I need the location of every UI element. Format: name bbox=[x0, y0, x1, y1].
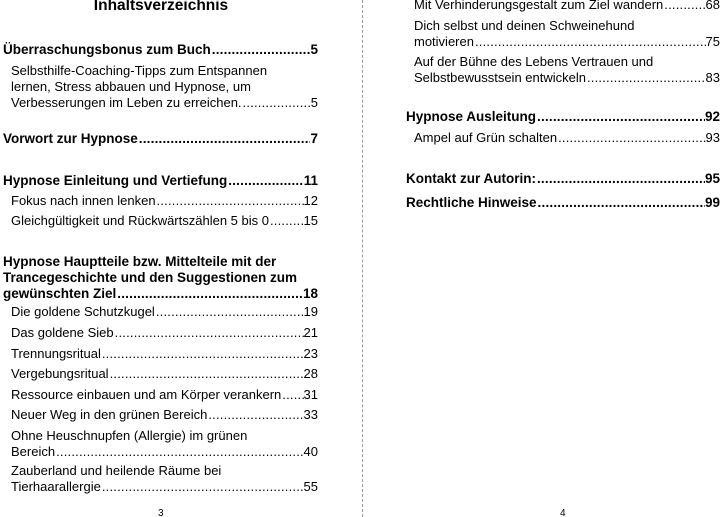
toc-entry-line bbox=[11, 479, 318, 495]
dot-leader bbox=[663, 0, 705, 13]
toc-page-number: 18 bbox=[302, 286, 318, 301]
dot-leader bbox=[101, 346, 304, 362]
toc-entry-line bbox=[414, 0, 720, 13]
toc-entry-line bbox=[406, 195, 720, 211]
toc-entry-text: Trancegeschichte und den Suggestionen zum bbox=[3, 270, 298, 285]
toc-entry-text: Hypnose Ausleitung bbox=[406, 109, 537, 124]
toc-entry bbox=[3, 173, 318, 189]
right-page-number: 4 bbox=[560, 508, 566, 517]
dot-leader bbox=[138, 131, 311, 147]
toc-entry-text: Vergebungsritual bbox=[11, 366, 109, 381]
toc-entry bbox=[3, 131, 318, 147]
toc-entry-text: Das goldene Sieb bbox=[11, 325, 114, 340]
toc-entry bbox=[11, 325, 318, 341]
toc-entry-text: Die goldene Schutzkugel bbox=[11, 304, 155, 319]
toc-page-number: 23 bbox=[303, 346, 318, 361]
toc-entry-line bbox=[3, 42, 318, 58]
toc-entry bbox=[11, 346, 318, 362]
toc-entry bbox=[3, 42, 318, 58]
right-page bbox=[367, 0, 720, 517]
toc-entry-text: Tierhaarallergie bbox=[11, 479, 101, 494]
toc-entry bbox=[406, 109, 720, 125]
toc-entry-line bbox=[11, 444, 318, 460]
toc-entry bbox=[406, 171, 720, 187]
toc-entry-line bbox=[3, 286, 318, 302]
toc-entry-line bbox=[414, 34, 720, 50]
toc-entry bbox=[414, 0, 720, 13]
toc-entry-text: Bereich bbox=[11, 444, 56, 459]
toc-entry-text: Mit Verhinderungsgestalt zum Ziel wandern bbox=[414, 0, 664, 12]
toc-entry bbox=[414, 18, 720, 50]
toc-entry bbox=[414, 54, 720, 86]
page-divider bbox=[362, 0, 363, 517]
toc-entry-text: Gleichgültigkeit und Rückwärtszählen 5 bis 0 bbox=[11, 213, 269, 228]
toc-page-number: 75 bbox=[705, 34, 720, 49]
dot-leader bbox=[114, 325, 304, 341]
toc-entry bbox=[414, 130, 720, 146]
toc-entry bbox=[406, 195, 720, 211]
dot-leader bbox=[536, 109, 705, 125]
toc-entry bbox=[11, 213, 318, 229]
toc-entry-text: Ressource einbauen und am Körper verankern bbox=[11, 387, 282, 402]
toc-entry-text: motivieren bbox=[414, 34, 474, 49]
toc-entry bbox=[11, 387, 318, 403]
toc-page-number: 40 bbox=[303, 444, 318, 459]
toc-page-number: 31 bbox=[303, 387, 318, 402]
left-page-number: 3 bbox=[158, 508, 164, 517]
dot-leader bbox=[55, 444, 303, 460]
toc-page-number: 92 bbox=[704, 109, 720, 124]
toc-page-number: 15 bbox=[303, 213, 318, 228]
toc-entry bbox=[11, 428, 318, 460]
toc-entry-text: Fokus nach innen lenken bbox=[11, 193, 156, 208]
toc-page-number: 21 bbox=[303, 325, 318, 340]
toc-entry-text: Überraschungsbonus zum Buch bbox=[3, 42, 211, 57]
toc-entry-line bbox=[11, 387, 318, 403]
toc-page-number: 33 bbox=[303, 407, 318, 422]
dot-leader bbox=[211, 42, 311, 58]
toc-page-number: 5 bbox=[310, 42, 318, 57]
toc-entry-text: Kontakt zur Autorin: bbox=[406, 171, 536, 186]
dot-leader bbox=[227, 173, 303, 189]
toc-entry-text: Ampel auf Grün schalten bbox=[414, 130, 558, 145]
toc-entry-line bbox=[414, 130, 720, 146]
toc-entry-text: Hypnose Hauptteile bzw. Mittelteile mit der bbox=[3, 254, 277, 269]
toc-entry-line bbox=[11, 193, 318, 209]
toc-entry bbox=[11, 304, 318, 320]
toc-page-number: 5 bbox=[310, 95, 318, 110]
toc-entry bbox=[11, 407, 318, 423]
toc-entry-line bbox=[406, 109, 720, 125]
dot-leader bbox=[156, 193, 304, 209]
toc-entry-text: Auf der Bühne des Lebens Vertrauen und bbox=[414, 54, 654, 69]
toc-page-number: 55 bbox=[303, 479, 318, 494]
toc-entry-line bbox=[11, 95, 318, 111]
left-page bbox=[0, 0, 340, 517]
toc-entry bbox=[11, 193, 318, 209]
dot-leader bbox=[155, 304, 304, 320]
dot-leader bbox=[109, 366, 304, 382]
dot-leader bbox=[586, 70, 706, 86]
toc-page-number: 12 bbox=[303, 193, 318, 208]
toc-page-number: 7 bbox=[310, 131, 318, 146]
dot-leader bbox=[269, 213, 304, 229]
toc-title: Inhaltsverzeichnis bbox=[93, 0, 229, 14]
toc-entry-line bbox=[11, 407, 318, 423]
toc-entry-text: Selbstbewusstsein entwickeln bbox=[414, 70, 586, 85]
toc-entry-text: Rechtliche Hinweise bbox=[406, 195, 537, 210]
toc-entry-text: Ohne Heuschnupfen (Allergie) im grünen bbox=[11, 428, 248, 443]
dot-leader bbox=[557, 130, 705, 146]
toc-entry-text: Vorwort zur Hypnose bbox=[3, 131, 138, 146]
toc-entry-line bbox=[3, 131, 318, 147]
dot-leader bbox=[474, 34, 706, 50]
toc-entry bbox=[11, 463, 318, 495]
toc-entry-text: gewünschten Ziel bbox=[3, 286, 117, 301]
toc-page-number: 11 bbox=[303, 173, 318, 188]
toc-entry-text: Zauberland und heilende Räume bei bbox=[11, 463, 222, 478]
toc-entry-line bbox=[3, 173, 318, 189]
dot-leader bbox=[242, 95, 311, 111]
dot-leader bbox=[537, 195, 705, 211]
toc-entry bbox=[11, 63, 318, 111]
toc-entry-text: Verbesserungen im Leben zu erreichen. bbox=[11, 95, 242, 110]
toc-entry bbox=[11, 366, 318, 382]
toc-entry-line bbox=[11, 325, 318, 341]
dot-leader bbox=[207, 407, 303, 423]
toc-entry-line bbox=[11, 366, 318, 382]
toc-entry-line bbox=[11, 346, 318, 362]
toc-page-number: 93 bbox=[705, 130, 720, 145]
toc-page-number: 95 bbox=[704, 171, 720, 186]
toc-page-number: 99 bbox=[704, 195, 720, 210]
toc-page-number: 83 bbox=[705, 70, 720, 85]
dot-leader bbox=[101, 479, 304, 495]
dot-leader bbox=[116, 286, 303, 302]
toc-entry-text: Neuer Weg in den grünen Bereich bbox=[11, 407, 208, 422]
toc-entry-text: Dich selbst und deinen Schweinehund bbox=[414, 18, 635, 33]
toc-entry-line bbox=[11, 213, 318, 229]
toc-entry-line bbox=[11, 304, 318, 320]
toc-entry-text: Selbsthilfe-Coaching-Tipps zum Entspannen bbox=[11, 63, 268, 78]
toc-entry-line bbox=[414, 70, 720, 86]
toc-page-number: 19 bbox=[303, 304, 318, 319]
dot-leader bbox=[281, 387, 303, 403]
toc-page-number: 68 bbox=[705, 0, 720, 12]
toc-entry bbox=[3, 254, 318, 302]
toc-page-number: 28 bbox=[303, 366, 318, 381]
dot-leader bbox=[536, 171, 705, 187]
toc-entry-text: Trennungsritual bbox=[11, 346, 101, 361]
toc-entry-line bbox=[406, 171, 720, 187]
toc-entry-text: lernen, Stress abbauen und Hypnose, um bbox=[11, 79, 251, 94]
toc-entry-text: Hypnose Einleitung und Vertiefung bbox=[3, 173, 228, 188]
